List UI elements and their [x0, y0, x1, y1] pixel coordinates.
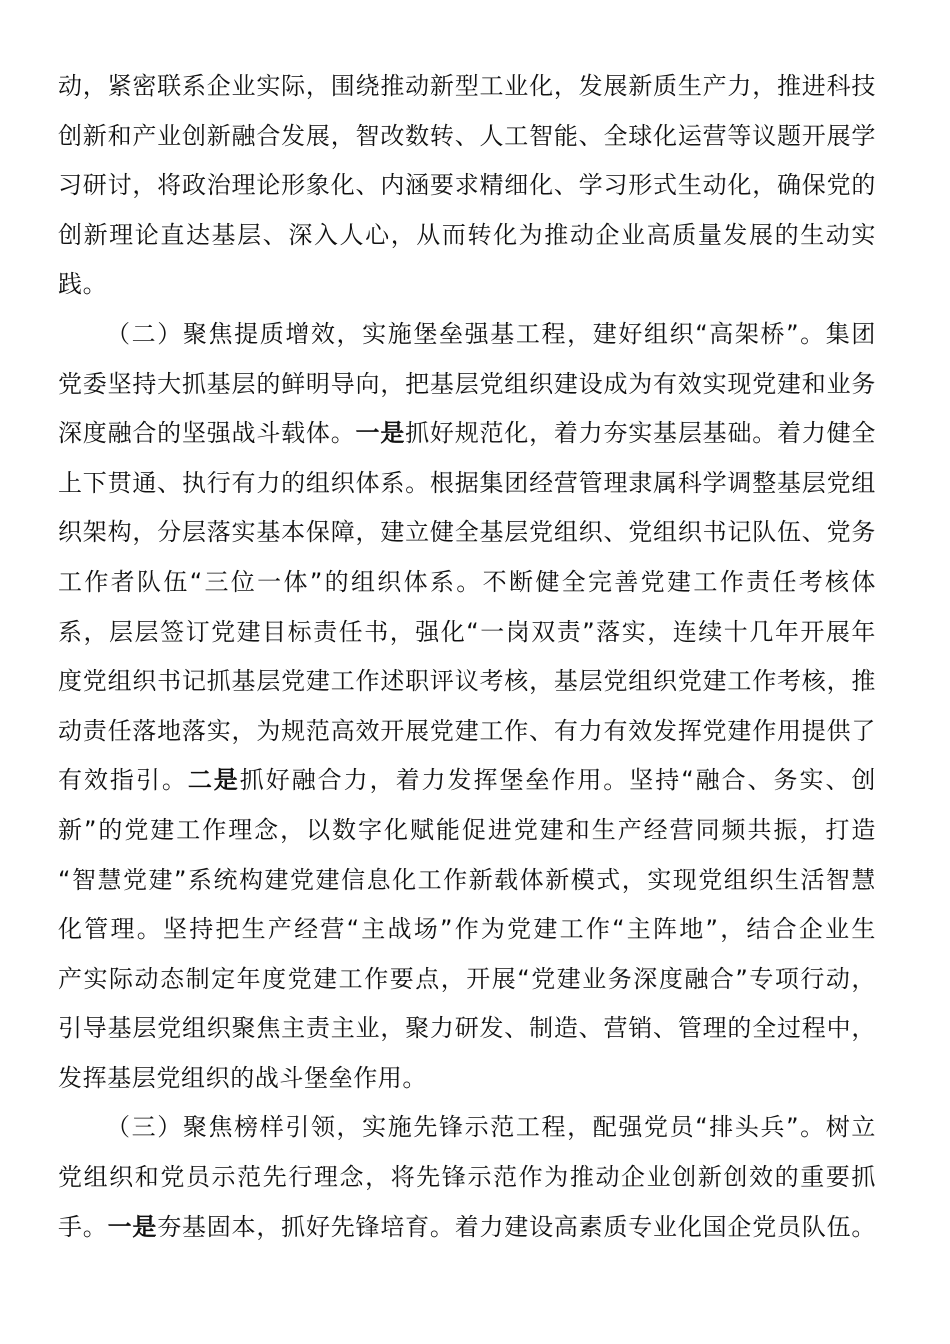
emphasis-text: 一是 — [107, 1212, 158, 1241]
text-line-24 — [58, 1203, 876, 1253]
line-text: 动责任落地落实，为规范高效开展党建工作、有力有效发挥党建作用提供了 — [58, 716, 876, 745]
text-line-12 — [58, 608, 876, 658]
section-heading-3 — [58, 1103, 876, 1153]
line-text: 新”的党建工作理念，以数字化赋能促进党建和生产经营同频共振，打造 — [58, 815, 876, 844]
line-text: 发挥基层党组织的战斗堡垒作用。 — [58, 1063, 427, 1092]
line-text: 化管理。坚持把生产经营“主战场”作为党建工作“主阵地”，结合企业生 — [58, 915, 876, 944]
line-text: 织架构，分层落实基本保障，建立健全基层党组织、党组织书记队伍、党务 — [58, 518, 876, 547]
line-text: 动，紧密联系企业实际，围绕推动新型工业化，发展新质生产力，推进科技 — [58, 72, 876, 100]
line-text: 抓好规范化，着力夯实基层基础。着力健全 — [405, 419, 877, 448]
text-line-18 — [58, 905, 876, 955]
line-text: 上下贯通、执行有力的组织体系。根据集团经营管理隶属科学调整基层党组 — [58, 468, 876, 497]
text-line-1 — [58, 62, 876, 112]
text-line-21 — [58, 1054, 876, 1104]
text-line-7 — [58, 360, 876, 410]
text-line-16 — [58, 806, 876, 856]
line-text: 引导基层党组织聚焦主责主业，聚力研发、制造、营销、管理的全过程中， — [58, 1014, 876, 1043]
line-text: 践。 — [58, 270, 108, 299]
text-line-11 — [58, 558, 876, 608]
line-text: （三）聚焦榜样引领，实施先锋示范工程，配强党员“排头兵”。树立 — [106, 1113, 876, 1142]
text-line-10 — [58, 508, 876, 558]
text-line-23 — [58, 1153, 876, 1203]
line-text: 抓好融合力，着力发挥堡垒作用。坚持“融合、务实、创 — [239, 766, 877, 795]
document-body — [58, 62, 876, 1252]
text-line-5 — [58, 260, 876, 310]
line-text: 度党组织书记抓基层党建工作述职评议考核，基层党组织党建工作考核，推 — [58, 667, 876, 696]
line-text: 创新理论直达基层、深入人心，从而转化为推动企业高质量发展的生动实 — [58, 220, 876, 249]
emphasis-text: 二是 — [187, 766, 240, 795]
text-line-9 — [58, 459, 876, 509]
line-text: 产实际动态制定年度党建工作要点，开展“党建业务深度融合”专项行动， — [58, 964, 876, 993]
line-text: 党委坚持大抓基层的鲜明导向，把基层党组织建设成为有效实现党建和业务 — [58, 369, 876, 398]
line-text: 深度融合的坚强战斗载体。 — [58, 419, 356, 448]
text-line-20 — [58, 1004, 876, 1054]
text-line-8 — [58, 409, 876, 459]
line-text: 党组织和党员示范先行理念，将先锋示范作为推动企业创新创效的重要抓 — [58, 1163, 876, 1192]
line-text: 工作者队伍“三位一体”的组织体系。不断健全完善党建工作责任考核体 — [58, 567, 876, 596]
line-text: 习研讨，将政治理论形象化、内涵要求精细化、学习形式生动化，确保党的 — [58, 171, 876, 200]
line-text: （二）聚焦提质增效，实施堡垒强基工程，建好组织“高架桥”。集团 — [106, 319, 876, 348]
text-line-17 — [58, 856, 876, 906]
text-line-2 — [58, 112, 876, 162]
text-line-3 — [58, 161, 876, 211]
line-text: 创新和产业创新融合发展，智改数转、人工智能、全球化运营等议题开展学 — [58, 121, 876, 150]
section-heading-2 — [58, 310, 876, 360]
line-text: 系，层层签订党建目标责任书，强化“一岗双责”落实，连续十几年开展年 — [58, 617, 876, 646]
emphasis-text: 一是 — [355, 419, 406, 448]
line-text: 手。 — [58, 1212, 108, 1241]
text-line-13 — [58, 657, 876, 707]
line-text: “智慧党建”系统构建党建信息化工作新载体新模式，实现党组织生活智慧 — [58, 865, 876, 894]
text-line-15 — [58, 756, 876, 806]
text-line-19 — [58, 955, 876, 1005]
text-line-4 — [58, 211, 876, 261]
line-text: 夯基固本，抓好先锋培育。着力建设高素质专业化国企党员队伍。 — [157, 1212, 876, 1241]
text-line-14 — [58, 707, 876, 757]
line-text: 有效指引。 — [58, 766, 188, 795]
